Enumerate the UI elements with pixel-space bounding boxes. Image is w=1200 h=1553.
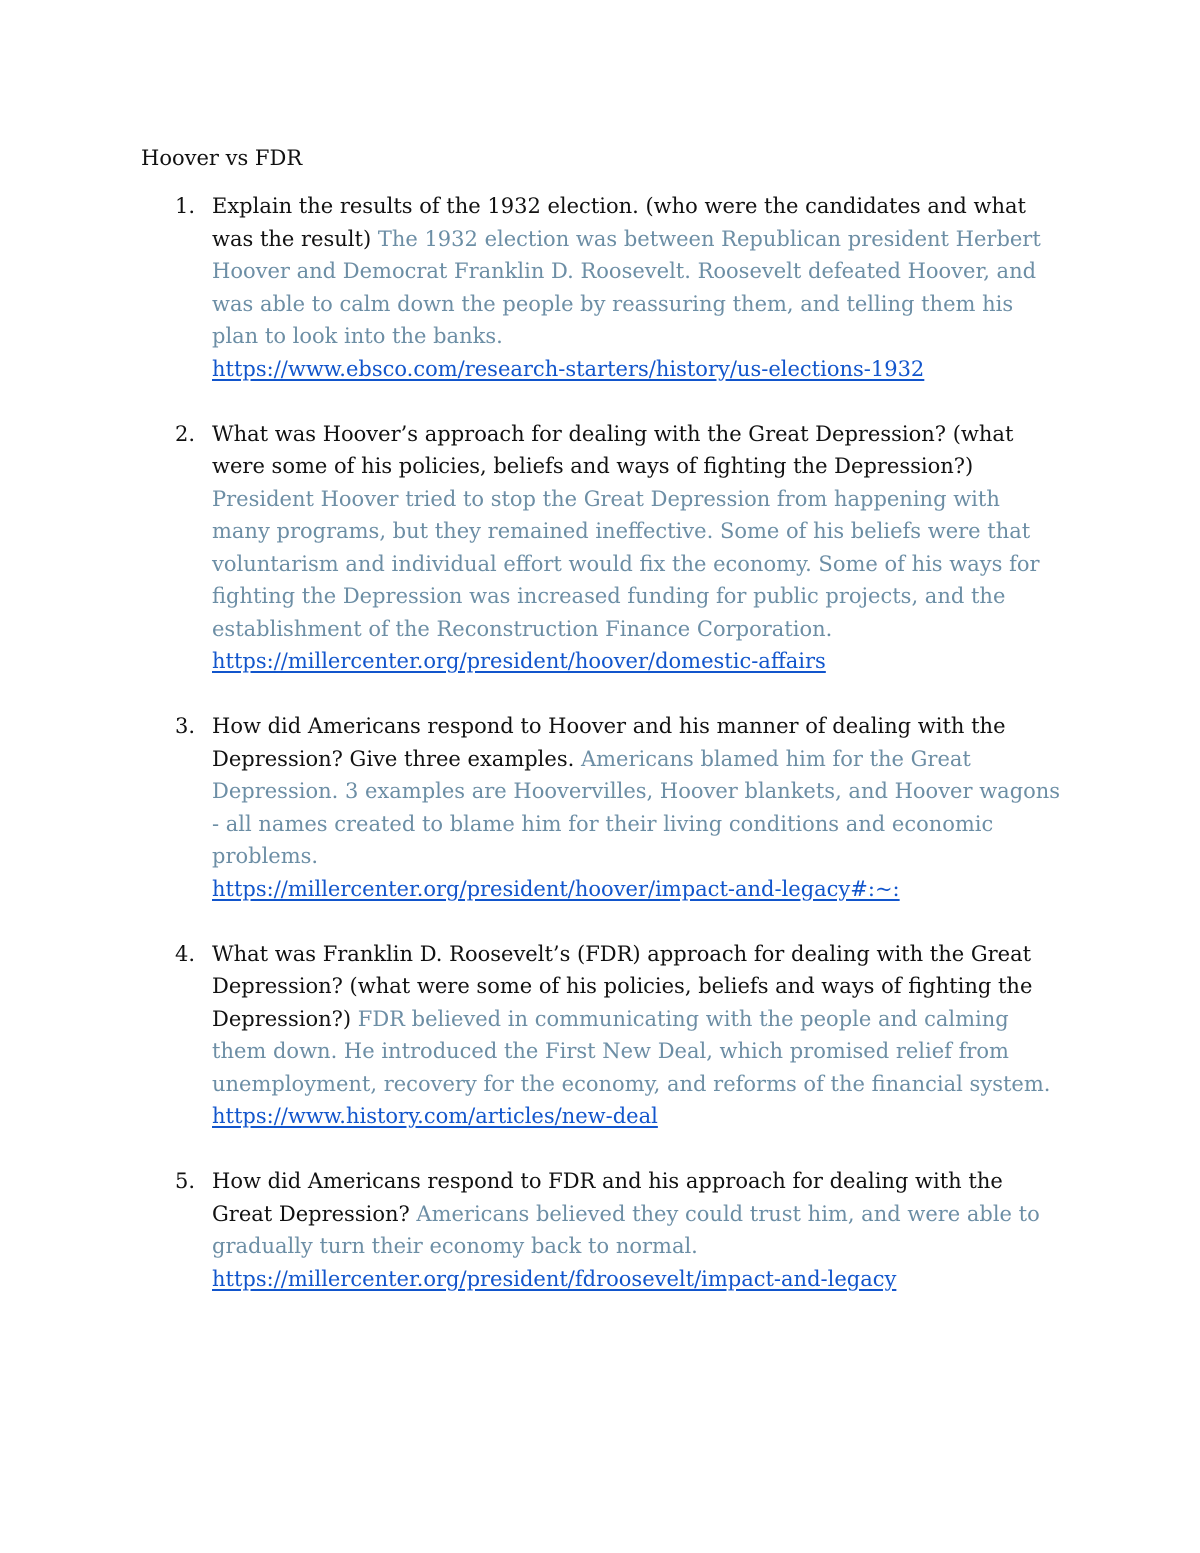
question-number: 2.	[175, 421, 196, 446]
question-text: How did Americans respond to Hoover and his manner of dealing with the Depression? Give three examples.	[212, 714, 1006, 771]
source-link[interactable]: https://www.ebsco.com/research-starters/history/us-elections-1932	[212, 356, 925, 381]
source-link[interactable]: https://www.history.com/articles/new-deal	[212, 1104, 658, 1128]
question-item-4	[141, 938, 1061, 1133]
source-link[interactable]: https://millercenter.org/president/hoover/domestic-affairs	[212, 649, 826, 673]
question-number: 3.	[175, 714, 196, 738]
question-number: 4.	[175, 941, 196, 966]
answer-text: Americans believed they could trust him, and were able to gradually turn their economy back to normal.	[212, 1201, 1040, 1258]
document-title: Hoover vs FDR	[141, 146, 303, 170]
question-number: 1.	[175, 194, 196, 218]
question-text: How did Americans respond to FDR and his approach for dealing with the Great Depression?	[212, 1169, 1003, 1226]
source-link[interactable]: https://millercenter.org/president/hoover/impact-and-legacy#:~:	[212, 876, 900, 901]
question-text: What was Franklin D. Roosevelt’s (FDR) approach for dealing with the Great Depression? (what were some of his policies, beliefs and ways of fighting the Depression?)	[212, 941, 1033, 1031]
answer-text: President Hoover tried to stop the Great Depression from happening with many programs, but they remained ineffective. Some of his beliefs were that voluntarism and individual effort would fix the economy. Some of his ways for fighting the Depression was increased funding for public projects, and the establishment of the Reconstruction Finance Corporation.	[212, 486, 1040, 641]
question-item-2	[141, 418, 1061, 678]
question-number: 5.	[175, 1169, 196, 1193]
question-item-3	[141, 710, 1061, 905]
question-list	[141, 190, 1061, 1328]
answer-text: FDR believed in communicating with the people and calming them down. He introduced the First New Deal, which promised relief from unemployment, recovery for the economy, and reforms of the financial system.	[212, 1006, 1051, 1096]
answer-text: The 1932 election was between Republican president Herbert Hoover and Democrat Franklin D. Roosevelt. Roosevelt defeated Hoover, and was able to calm down the people by reassuring them, and telling them his plan to look into the banks.	[212, 226, 1041, 348]
source-link[interactable]: https://millercenter.org/president/fdroosevelt/impact-and-legacy	[212, 1266, 897, 1291]
question-item-1	[141, 190, 1061, 385]
question-text: What was Hoover’s approach for dealing with the Great Depression? (what were some of his policies, beliefs and ways of fighting the Depression?)	[212, 421, 1014, 478]
question-text: Explain the results of the 1932 election. (who were the candidates and what was the result)	[212, 194, 1026, 251]
answer-text: Americans blamed him for the Great Depression. 3 examples are Hoovervilles, Hoover blankets, and Hoover wagons - all names created to blame him for their living conditions and economic problems.	[212, 746, 1061, 868]
question-item-5	[141, 1165, 1061, 1295]
